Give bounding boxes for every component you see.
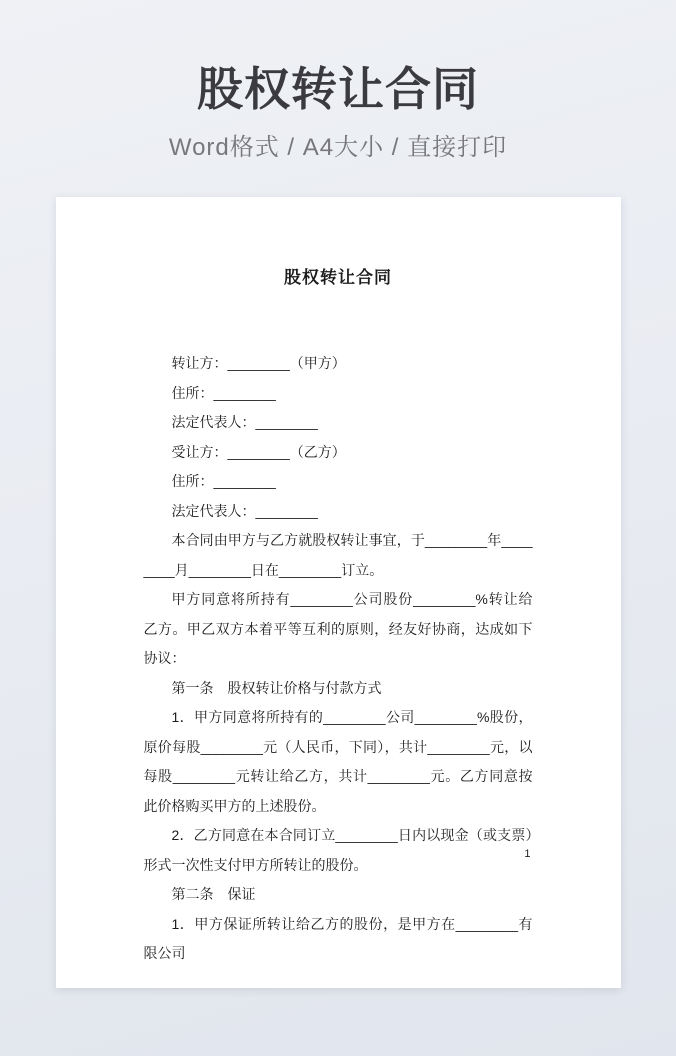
contract-paragraph: 第二条 保证 — [171, 886, 256, 903]
document-title: 股权转让合同 — [284, 267, 392, 287]
contract-paragraph: 甲方同意将所持有________公司股份________%转让给乙方。甲乙双方本着平等互利的原则，经友好协商，达成如下协议： — [143, 591, 533, 667]
contract-paragraph: 转让方：________（甲方） — [171, 355, 346, 372]
contract-paragraph: 住所：________ — [171, 384, 276, 401]
contract-paragraph: 1．甲方保证所转让给乙方的股份，是甲方在________有限公司 — [143, 915, 533, 962]
document-sheet — [56, 197, 621, 988]
contract-paragraph: 2．乙方同意在本合同订立________日内以现金（或支票）形式一次性支付甲方所转让的股份。 — [143, 827, 533, 873]
page-subtitle: Word格式 / A4大小 / 直接打印 — [168, 133, 508, 161]
page-header — [0, 0, 676, 162]
contract-paragraph: 法定代表人：________ — [171, 502, 318, 519]
contract-paragraph: 本合同由甲方与乙方就股权转让事宜，于________年________月________日在________订立。 — [143, 532, 533, 578]
document-body — [144, 349, 533, 969]
contract-paragraph: 法定代表人：________ — [171, 414, 318, 431]
contract-paragraph: 受让方：________（乙方） — [171, 443, 346, 460]
contract-paragraph: 住所：________ — [171, 473, 276, 490]
page-title: 股权转让合同 — [197, 63, 479, 115]
contract-paragraph: 1．甲方同意将所持有的________公司________%股份，原价每股________元（人民币，下同），共计________元，以每股________元转让给乙方，共计________元。乙方同意按此价格购买甲方的上述股份。 — [143, 709, 533, 814]
contract-paragraph: 第一条 股权转让价格与付款方式 — [171, 679, 382, 696]
page-number: 1 — [524, 847, 531, 860]
